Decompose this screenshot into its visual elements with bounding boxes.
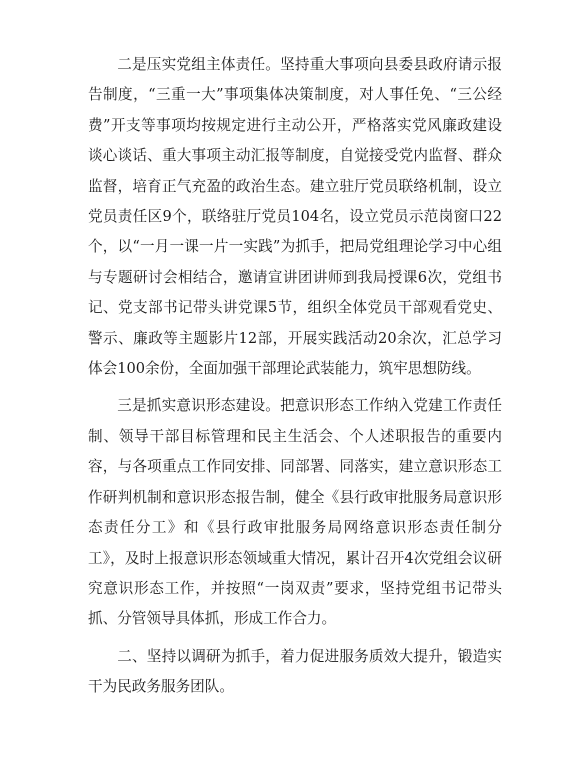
paragraph-section-heading: 二、坚持以调研为抓手，着力促进服务质效大提升，锻造实干为民政务服务团队。 [88,647,502,696]
paragraph-ideology-building: 三是抓实意识形态建设。把意识形态工作纳入党建工作责任制、领导干部目标管理和民主生活会、个人述职报告的重要内容，与各项重点工作同安排、同部署、同落实，建立意识形态工作研判机制和意识形态报告制，健全《县行政审批服务局意识形态责任分工》和《县行政审批服务局网络意识形态责任制分工》，及时上报意识形态领域重大情况，累计召开4次党组会议研究意识形态工作，并按照“一岗双责”要求，坚持党组书记带头抓、分管领导具体抓，形成工作合力。 [88,397,502,628]
document-body [88,50,502,703]
paragraph-party-responsibility: 二是压实党组主体责任。坚持重大事项向县委县政府请示报告制度，“三重一大”事项集体决策制度，对人事任免、“三公经费”开支等事项均按规定进行主动公开，严格落实党风廉政建设谈心谈话、重大事项主动汇报等制度，自觉接受党内监督、群众监督，培育正气充盈的政治生态。建立驻厅党员联络机制，设立党员责任区9个，联络驻厅党员104名，设立党员示范岗窗口22个，以“一月一课一片一实践”为抓手，把局党组理论学习中心组与专题研讨会相结合，邀请宣讲团讲师到我局授课6次，党组书记、党支部书记带头讲党课5节，组织全体党员干部观看党史、警示、廉政等主题影片12部，开展实践活动20余次，汇总学习体会100余份，全面加强干部理论武装能力，筑牢思想防线。 [88,56,502,378]
